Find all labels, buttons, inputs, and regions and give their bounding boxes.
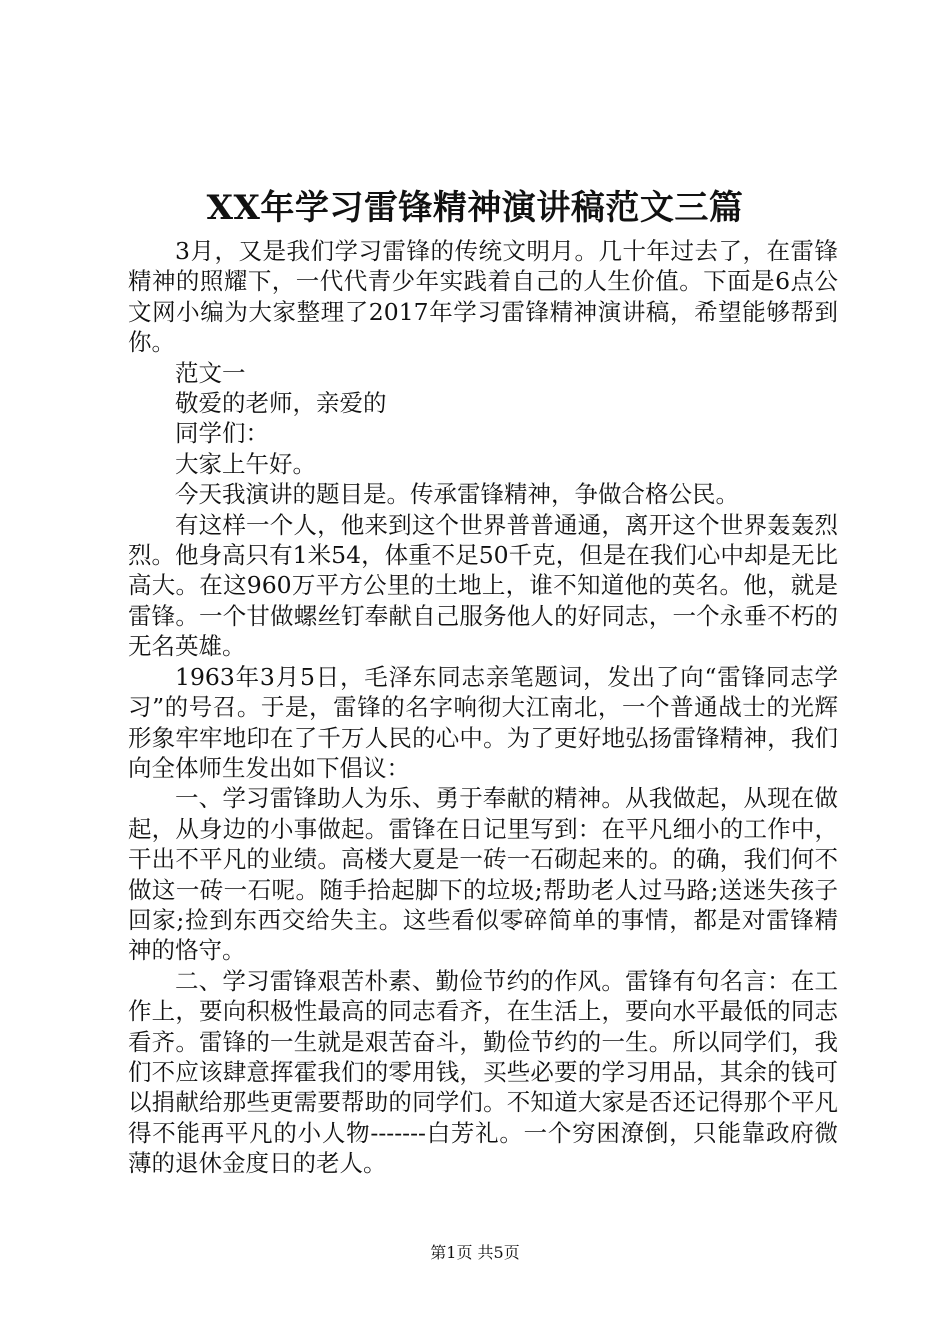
paragraph-body: 一、学习雷锋助人为乐、勇于奉献的精神。从我做起，从现在做起，从身边的小事做起。雷锋在日记里写到：在平凡细小的工作中，干出不平凡的业绩。高楼大夏是一砖一石砌起来的。的确，我们何不做这一砖一石呢。随手拾起脚下的垃圾;帮助老人过马路;送迷失孩子回家;捡到东西交给失主。这些看似零碎简单的事情，都是对雷锋精神的恪守。 (128, 784, 838, 965)
paragraph-salutation: 敬爱的老师，亲爱的 (175, 389, 387, 418)
paragraph-body: 有这样一个人，他来到这个世界普普通通，离开这个世界轰轰烈烈。他身高只有1米54，体重不足50千克，但是在我们心中却是无比高大。在这960万平方公里的土地上，谁不知道他的英名。他，就是雷锋。一个甘做螺丝钉奉献自己服务他人的好同志，一个永垂不朽的无名英雄。 (128, 510, 838, 661)
paragraph-section-heading: 范文一 (175, 358, 246, 387)
paragraph-body: 二、学习雷锋艰苦朴素、勤俭节约的作风。雷锋有句名言：在工作上，要向积极性最高的同志看齐，在生活上，要向水平最低的同志看齐。雷锋的一生就是艰苦奋斗，勤俭节约的一生。所以同学们，我们不应该肆意挥霍我们的零用钱，买些必要的学习用品，其余的钱可以捐献给那些更需要帮助的同学们。不知道大家是否还记得那个平凡得不能再平凡的小人物-------白芳礼。一个穷困潦倒，只能靠政府微薄的退休金度日的老人。 (128, 966, 838, 1178)
paragraph-greeting: 大家上午好。 (175, 449, 316, 478)
document-body (128, 236, 838, 1179)
paragraph-intro: 3月，又是我们学习雷锋的传统文明月。几十年过去了，在雷锋精神的照耀下，一代代青少年实践着自己的人生价值。下面是6点公文网小编为大家整理了2017年学习雷锋精神演讲稿，希望能够帮到你。 (128, 237, 838, 357)
document-title: XX年学习雷锋精神演讲稿范文三篇 (206, 188, 744, 228)
paragraph-body: 1963年3月5日，毛泽东同志亲笔题词，发出了向“雷锋同志学习”的号召。于是，雷锋的名字响彻大江南北，一个普通战士的光辉形象牢牢地印在了千万人民的心中。为了更好地弘扬雷锋精神，我们向全体师生发出如下倡议： (128, 662, 838, 782)
paragraph-salutation-2: 同学们： (175, 419, 269, 448)
paragraph-topic: 今天我演讲的题目是。传承雷锋精神，争做合格公民。 (175, 480, 739, 509)
page-footer: 第1页 共5页 (430, 1243, 520, 1262)
